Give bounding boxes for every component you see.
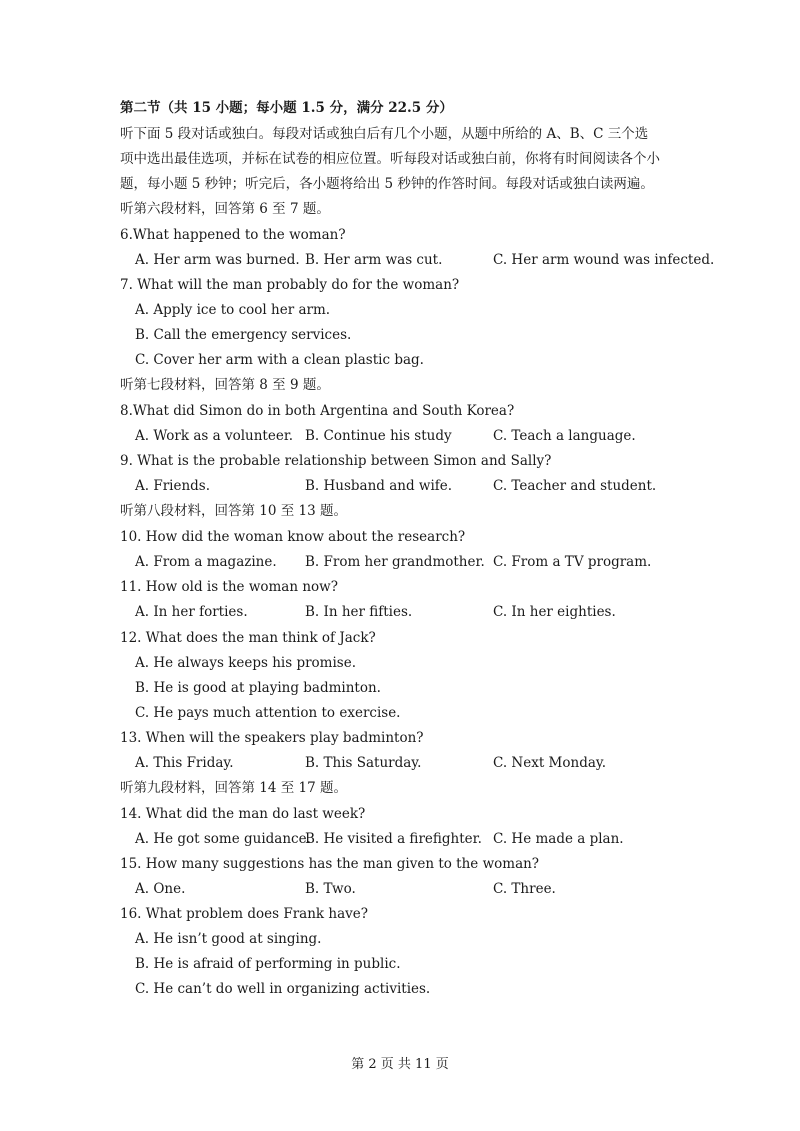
option-a: A. Her arm was burned. — [135, 252, 300, 268]
option-a: A. He isn’t good at singing. — [135, 931, 322, 947]
question-text: 13. When will the speakers play badminton? — [120, 730, 424, 746]
option-a: A. He always keeps his promise. — [135, 655, 357, 671]
option-b: B. Continue his study — [305, 428, 452, 444]
question-text: 16. What problem does Frank have? — [120, 906, 368, 922]
option-a: A. Work as a volunteer. — [135, 428, 294, 444]
option-b: B. Husband and wife. — [305, 478, 453, 494]
group-heading: 听第九段材料，回答第 14 至 17 题。 — [120, 780, 348, 796]
option-b: B. This Saturday. — [305, 755, 422, 771]
option-c: C. Teacher and student. — [493, 478, 657, 494]
question-text: 6.What happened to the woman? — [120, 227, 346, 243]
option-b: B. He visited a firefighter. — [305, 831, 482, 847]
option-c: C. Cover her arm with a clean plastic bag. — [135, 352, 424, 368]
question-text: 7. What will the man probably do for the woman? — [120, 277, 460, 293]
question-text: 8.What did Simon do in both Argentina and South Korea? — [120, 403, 515, 419]
option-c: C. He can’t do well in organizing activities. — [135, 981, 431, 997]
option-a: A. Friends. — [135, 478, 211, 494]
page-number: 第 2 页 共 11 页 — [351, 1057, 449, 1072]
option-c: C. He pays much attention to exercise. — [135, 705, 401, 721]
question-text: 10. How did the woman know about the research? — [120, 529, 466, 545]
group-heading: 听第八段材料，回答第 10 至 13 题。 — [120, 503, 348, 519]
option-c: C. From a TV program. — [493, 554, 652, 570]
instruction-line: 题，每小题 5 秒钟；听完后，各小题将给出 5 秒钟的作答时间。每段对话或独白读两遍。 — [120, 176, 654, 192]
option-a: A. In her forties. — [135, 604, 248, 620]
option-c: C. He made a plan. — [493, 831, 624, 847]
option-b: B. He is good at playing badminton. — [135, 680, 381, 696]
option-b: B. In her fifties. — [305, 604, 413, 620]
option-b: B. From her grandmother. — [305, 554, 485, 570]
group-heading: 听第七段材料，回答第 8 至 9 题。 — [120, 377, 330, 393]
option-c: C. Teach a language. — [493, 428, 636, 444]
option-b: B. He is afraid of performing in public. — [135, 956, 401, 972]
option-b: B. Two. — [305, 881, 356, 897]
option-c: C. Next Monday. — [493, 755, 607, 771]
option-a: A. One. — [135, 881, 186, 897]
option-a: A. This Friday. — [135, 755, 234, 771]
option-b: B. Her arm was cut. — [305, 252, 443, 268]
question-text: 11. How old is the woman now? — [120, 579, 338, 595]
question-text: 12. What does the man think of Jack? — [120, 630, 376, 646]
option-a: A. Apply ice to cool her arm. — [135, 302, 331, 318]
group-heading: 听第六段材料，回答第 6 至 7 题。 — [120, 201, 330, 217]
option-a: A. From a magazine. — [135, 554, 277, 570]
option-b: B. Call the emergency services. — [135, 327, 352, 343]
option-c: C. In her eighties. — [493, 604, 616, 620]
instruction-line: 听下面 5 段对话或独白。每段对话或独白后有几个小题，从题中所给的 A、B、C 三个选 — [120, 126, 649, 142]
question-text: 9. What is the probable relationship between Simon and Sally? — [120, 453, 552, 469]
option-a: A. He got some guidance. — [135, 831, 311, 847]
instruction-line: 项中选出最佳选项，并标在试卷的相应位置。听每段对话或独白前，你将有时间阅读各个小 — [120, 151, 660, 167]
option-c: C. Her arm wound was infected. — [493, 252, 715, 268]
section-heading: 第二节（共 15 小题；每小题 1.5 分，满分 22.5 分） — [120, 100, 453, 116]
question-text: 14. What did the man do last week? — [120, 806, 366, 822]
question-text: 15. How many suggestions has the man given to the woman? — [120, 856, 540, 872]
option-c: C. Three. — [493, 881, 556, 897]
